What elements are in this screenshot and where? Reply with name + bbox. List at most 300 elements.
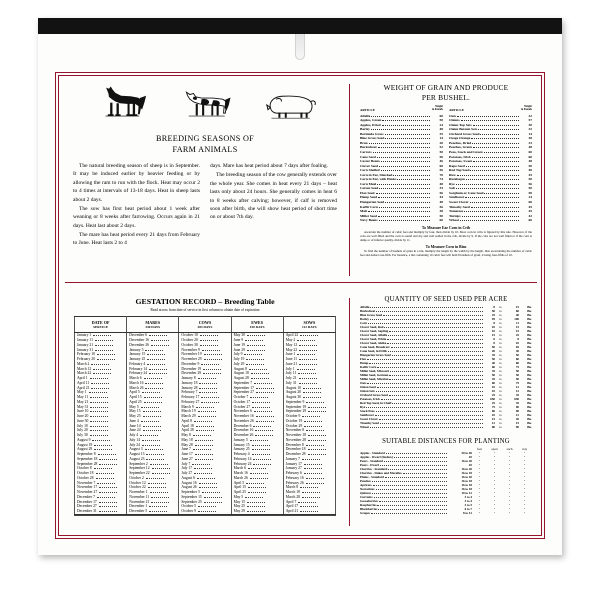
planting-tick: "	[508, 487, 511, 491]
weight-article: Timothy Seed	[449, 204, 470, 209]
gestation-cell: November 26	[231, 419, 283, 424]
leader-dots	[376, 411, 483, 412]
planting-tick: "	[508, 499, 511, 503]
gestation-cell: May 15	[127, 409, 179, 414]
seed-min: 35	[491, 377, 495, 381]
breeding-seasons-section	[63, 80, 347, 278]
weight-article: Rutabagas	[449, 177, 465, 182]
gestation-cell: July 30	[75, 433, 127, 438]
gestation-cell: July 29	[231, 362, 283, 367]
leader-dots	[378, 509, 447, 510]
leader-dots	[382, 120, 430, 121]
seed-name: Orchard Grass Seed	[360, 393, 388, 397]
gestation-cell: May 28	[179, 443, 231, 448]
weight-pounds: 48	[439, 181, 443, 186]
weight-pounds: 52	[439, 145, 443, 150]
seed-unit: Bu.	[527, 349, 532, 353]
weight-article: Potatoes, Irish	[449, 154, 471, 159]
weight-article: Corn Shelled	[360, 168, 380, 173]
planting-distance: 3 to 4	[464, 495, 472, 499]
weight-pounds: 60	[528, 154, 532, 159]
seed-unit: Bu.	[527, 305, 532, 309]
seed-name: Hemp	[360, 361, 369, 365]
gestation-cell: October 29	[283, 424, 335, 429]
leader-dots	[460, 220, 519, 221]
planting-tick: "	[478, 495, 481, 499]
seed-name: Kaffir Corn	[360, 365, 377, 369]
seed-to-label: to	[499, 413, 502, 417]
gestation-column-header: COWS 283 DAYS	[179, 317, 231, 333]
seed-unit: Bu.	[527, 309, 532, 313]
gestation-cell: November 28	[283, 438, 335, 443]
planting-tick: "	[478, 455, 481, 459]
seed-to-label: to	[499, 405, 502, 409]
binding-strip	[38, 18, 562, 34]
planting-tick: "	[493, 471, 496, 475]
seed-unit: Bu.	[527, 389, 532, 393]
weight-article: Turnips	[449, 213, 461, 218]
gestation-cell: March 22	[75, 371, 127, 376]
weight-article: Malt	[360, 209, 368, 214]
weight-pounds: 48	[439, 199, 443, 204]
gestation-cell: December 1	[127, 504, 179, 509]
leader-dots	[383, 315, 483, 316]
planting-crop: Cherries - Standard	[360, 467, 388, 471]
leader-dots	[384, 327, 483, 328]
seed-max: 50	[515, 369, 519, 373]
planting-tick: "	[478, 503, 481, 507]
planting-tick: "	[523, 483, 526, 487]
seed-max: 50	[515, 373, 519, 377]
planting-distance: 6 to 7	[464, 507, 472, 511]
weight-pounds: 74	[439, 177, 443, 182]
leader-dots	[465, 197, 519, 198]
gestation-cell: January 15	[231, 443, 283, 448]
gestation-record-section	[63, 292, 347, 534]
planting-tick: "	[493, 487, 496, 491]
weight-article: Corn in Ear, Shucked	[360, 172, 393, 177]
leader-dots	[375, 415, 483, 416]
seed-name: Alfalfa	[360, 305, 370, 309]
gestation-cell: May 25	[127, 414, 179, 419]
seed-unit: Bu.	[527, 341, 532, 345]
gestation-cell: June 10	[75, 409, 127, 414]
page-border	[55, 72, 545, 539]
planting-tick: "	[523, 491, 526, 495]
gestation-cell: July 24	[127, 443, 179, 448]
seed-min: 10	[491, 389, 495, 393]
leader-dots	[369, 363, 483, 364]
gestation-cell: February 14	[231, 457, 283, 462]
seed-name: Wheat	[360, 425, 370, 429]
seed-to-label: to	[499, 321, 502, 325]
gestation-cell: July 19	[231, 357, 283, 362]
planting-tick: "	[478, 511, 481, 515]
seed-unit: Bu.	[527, 333, 532, 337]
gestation-cell: August 28	[231, 376, 283, 381]
weight-article: Blue Grass Seed	[360, 136, 385, 141]
gestation-cell: April 5	[231, 481, 283, 486]
leader-dots	[473, 125, 519, 126]
seed-min: 25	[491, 401, 495, 405]
leader-dots	[366, 407, 483, 408]
planting-distance: 16 to 18	[461, 479, 472, 483]
planting-tick: "	[508, 459, 511, 463]
gestation-cell: April 28	[179, 428, 231, 433]
seed-unit: Bu.	[527, 361, 532, 365]
gestation-cell: January 7	[283, 457, 335, 462]
leader-dots	[371, 116, 430, 117]
gestation-cell: October 18	[75, 471, 127, 476]
seed-to-label: to	[499, 385, 502, 389]
planting-tick: "	[523, 451, 526, 455]
leader-dots	[390, 371, 483, 372]
weight-column-right	[449, 106, 532, 223]
gestation-cell: August 6	[179, 476, 231, 481]
seed-name: Cane Seed, in Drills	[360, 349, 387, 353]
gestation-cell: December 7	[75, 495, 127, 500]
seed-unit: Bu.	[527, 417, 532, 421]
weight-article: Apples, Dried	[360, 122, 381, 127]
seed-name: Hungarian Grass Seed	[360, 353, 391, 357]
gestation-cell: October 20	[179, 338, 231, 343]
animal-illustrations	[63, 80, 347, 126]
planting-tick: "	[478, 479, 481, 483]
weight-article: Onions	[449, 118, 460, 123]
weight-pounds: 48	[439, 127, 443, 132]
seed-name: Clover Seed, Alfalfa	[360, 333, 388, 337]
weight-article: Rye	[449, 181, 455, 186]
leader-dots	[370, 319, 483, 320]
seed-min: 25	[491, 313, 495, 317]
gestation-cell: January 25	[127, 357, 179, 362]
planting-tick: "	[478, 491, 481, 495]
seed-to-label: to	[499, 313, 502, 317]
seed-min: 50	[491, 345, 495, 349]
gestation-cell: February 14	[127, 367, 179, 372]
weight-pounds: 50	[439, 154, 443, 159]
gestation-cell: August 23	[127, 457, 179, 462]
seed-to-label: to	[499, 361, 502, 365]
gestation-cell: November 19	[179, 352, 231, 357]
seed-unit: Bu.	[527, 397, 532, 401]
gestation-cell: February 17	[179, 395, 231, 400]
planting-distance: 16 to 18	[461, 471, 472, 475]
gestation-cell: May 11	[75, 395, 127, 400]
gestation-cell: October 2	[127, 476, 179, 481]
weight-pounds: 32	[528, 127, 532, 132]
weight-row	[360, 218, 443, 223]
breeding-paragraph: The natural breeding season of sheep is in September. It may be induced earlier by heavier feeding or by allowing the ram to run with the flock. Heat may occur 2 to 4 times at intervals of 13-18 days. Heat in sheep lasts about 2 days.	[73, 163, 200, 203]
weight-article: Barley	[360, 127, 370, 132]
seed-max: 40	[515, 313, 519, 317]
planting-crop: Apples - Standard	[360, 451, 385, 455]
weight-of-grain-section	[355, 80, 537, 278]
gestation-cell: April 25	[127, 400, 179, 405]
gestation-cell: October 8	[75, 466, 127, 471]
leader-dots	[377, 157, 430, 158]
gestation-cell: May 8	[179, 433, 231, 438]
seed-max: 650	[514, 397, 519, 401]
seed-to-label: to	[499, 417, 502, 421]
gestation-cell: March 26	[127, 386, 179, 391]
seed-max: 60	[515, 309, 519, 313]
leader-dots	[370, 427, 483, 428]
seed-min: 50	[491, 357, 495, 361]
planting-tick: "	[493, 499, 496, 503]
leader-dots	[379, 207, 430, 208]
leader-dots	[380, 423, 483, 424]
seed-min: 10	[491, 413, 495, 417]
weight-article: Carrots	[360, 149, 372, 154]
seed-name: Stock Peas	[360, 409, 375, 413]
horse-engraving-icon	[91, 84, 149, 126]
seed-min: 20	[491, 349, 495, 353]
gestation-row	[75, 509, 336, 514]
seed-max: 60	[515, 361, 519, 365]
planting-tick: "	[493, 507, 496, 511]
weight-article: Peaches, Green	[449, 145, 472, 150]
seed-unit: Bu.	[527, 321, 532, 325]
leader-dots	[377, 184, 430, 185]
gestation-cell: June 30	[75, 419, 127, 424]
breeding-paragraph: The sow has first heat period about 1 week after weaning or 8 weeks after farrowing. Occurs again in 21 days. Heat last about 2 days.	[73, 205, 200, 229]
weight-pounds: 24	[528, 195, 532, 200]
gestation-cell: December 31	[75, 509, 127, 514]
gestation-cell: April 15	[231, 485, 283, 490]
leader-dots	[466, 179, 519, 180]
gestation-column-header: MARES 340 DAYS	[127, 317, 179, 333]
planting-tick: "	[493, 451, 496, 455]
breeding-paragraph: days. Mare has heat period about 7 days after foaling.	[210, 163, 329, 170]
weight-column-header: ARTICLE Weight in Pounds	[360, 104, 443, 112]
leader-dots	[382, 125, 430, 126]
weight-article: Sunflower	[449, 195, 465, 200]
gestation-cell: April 17	[283, 504, 335, 509]
seed-min: 10	[491, 325, 495, 329]
seed-max: 75	[515, 365, 519, 369]
weight-pounds: 60	[528, 149, 532, 154]
weight-article: Wheat	[449, 218, 459, 223]
gestation-cell: August 19	[75, 443, 127, 448]
gestation-cell: January 28	[179, 386, 231, 391]
seed-name: Sunflower	[360, 413, 374, 417]
gestation-cell: December 8	[283, 443, 335, 448]
seed-to-label: to	[499, 357, 502, 361]
leader-dots	[471, 138, 519, 139]
seed-min: 50	[491, 373, 495, 377]
planting-tick: "	[493, 479, 496, 483]
seed-min: 15	[491, 333, 495, 337]
gestation-cell: September 28	[75, 462, 127, 467]
seed-min: 8	[493, 321, 495, 325]
gestation-cell: November 1	[127, 490, 179, 495]
gestation-cell: June 27	[179, 457, 231, 462]
planting-tick: "	[523, 479, 526, 483]
gestation-cell: April 7	[283, 500, 335, 505]
planting-tick: "	[508, 491, 511, 495]
planting-crop: Pears - Standard	[360, 459, 384, 463]
seed-unit: Bu.	[527, 401, 532, 405]
weight-pounds: 50	[528, 177, 532, 182]
weight-pounds: 35	[439, 131, 443, 136]
planting-distance: 10 to 12	[461, 491, 472, 495]
leader-dots	[374, 497, 447, 498]
planting-tick: "	[478, 475, 481, 479]
leader-dots	[379, 419, 483, 420]
gestation-cell: November 18	[283, 433, 335, 438]
seed-min: 60	[491, 409, 495, 413]
planting-tick: "	[523, 467, 526, 471]
gestation-cell: January 18	[179, 381, 231, 386]
gestation-cell: May 30	[231, 333, 283, 338]
seed-max: 15	[515, 305, 519, 309]
leader-dots	[379, 220, 430, 221]
leader-dots	[386, 453, 447, 454]
leader-dots	[370, 307, 483, 308]
gestation-subtitle: Read across from date of service in first column to obtain date of expiration	[150, 308, 260, 312]
seed-name: Potatoes, Irish	[360, 397, 380, 401]
seed-max: 90	[515, 425, 519, 429]
planting-tick: "	[493, 467, 496, 471]
gestation-cell: February 6	[283, 471, 335, 476]
gestation-cell: September 29	[283, 409, 335, 414]
planting-distance: 10	[468, 455, 472, 459]
gestation-cell: January 17	[283, 462, 335, 467]
planting-distance: 16 to 18	[461, 483, 472, 487]
gestation-cell: May 5	[231, 495, 283, 500]
leader-dots	[373, 152, 430, 153]
leader-dots	[385, 134, 430, 135]
leader-dots	[484, 193, 519, 194]
gestation-cell: April 1	[75, 376, 127, 381]
gestation-cell: March 26	[231, 476, 283, 481]
planting-tick: "	[508, 503, 511, 507]
gestation-cell: November 16	[231, 414, 283, 419]
seed-min: 60	[491, 365, 495, 369]
gestation-cell: March 9	[179, 405, 231, 410]
seed-min: 10	[491, 329, 495, 333]
weight-article: Flax Seed	[360, 190, 375, 195]
seed-unit: Bu.	[527, 313, 532, 317]
weight-article: Osage Orange	[449, 136, 471, 141]
leader-dots	[368, 211, 430, 212]
gestation-cell: June 29	[231, 348, 283, 353]
gestation-cell: November 21	[127, 500, 179, 505]
gestation-cell: August 30	[283, 395, 335, 400]
gestation-cell: September 8	[75, 452, 127, 457]
gestation-cell: January 27	[283, 466, 335, 471]
gestation-cell: October 19	[283, 419, 335, 424]
weight-pounds: 46	[439, 159, 443, 164]
gestation-cell: September 12	[127, 466, 179, 471]
leader-dots	[371, 129, 430, 130]
weight-article: Corn in Ear, with Husks	[360, 177, 397, 182]
seed-name: Timothy Seed	[360, 421, 379, 425]
seed-to-label: to	[499, 373, 502, 377]
gestation-column-header: DATE OF SERVICE	[75, 317, 127, 333]
leader-dots	[389, 379, 483, 380]
leader-dots	[393, 175, 430, 176]
gestation-cell: December 27	[75, 504, 127, 509]
gestation-cell: January 5	[231, 438, 283, 443]
weight-article: Hemp Seed	[360, 195, 378, 200]
weight-article: Oats	[449, 113, 456, 118]
leader-dots	[480, 134, 519, 135]
gestation-cell: May 12	[283, 343, 335, 348]
gestation-cell: July 4	[127, 433, 179, 438]
gestation-cell: July 1	[283, 367, 335, 372]
gestation-cell: March 6	[127, 376, 179, 381]
planting-title: SUITABLE DISTANCES FOR PLANTING	[382, 438, 510, 445]
planting-distance: 16 to 18	[461, 487, 472, 491]
weight-article: Sweet Clover	[449, 199, 469, 204]
weight-article: Rice	[449, 172, 456, 177]
leader-dots	[392, 355, 483, 356]
seed-to-label: to	[499, 337, 502, 341]
seed-min: 8	[493, 305, 495, 309]
gestation-cell: December 5	[127, 509, 179, 514]
gestation-cell: September 19	[283, 405, 335, 410]
gestation-cell: November 8	[283, 428, 335, 433]
weight-pounds: 50	[439, 149, 443, 154]
weight-article: Peaches, Dried	[449, 140, 472, 145]
leader-dots	[387, 343, 483, 344]
weight-article: Apples, Green	[360, 118, 382, 123]
seed-unit: Bu.	[527, 421, 532, 425]
seed-max: 12	[515, 413, 519, 417]
seed-title: QUANTITY OF SEED USED PER ACRE	[384, 296, 508, 303]
gestation-cell: October 7	[231, 395, 283, 400]
weight-pounds: 14	[528, 131, 532, 136]
gestation-cell: March 12	[75, 367, 127, 372]
measure-ear-corn-body: Ascertain the number of cubic feet and multiply by four, then divide by 10. Most corn in cribs is figured by this rule. However, if the cobs are well filled and the corn is sound and dry and well settled in the crib, divide by 9. If the cobs are not well filled or if the corn is damp or of inferior quality, divide by 11.	[360, 229, 532, 242]
gestation-bottom-rule	[74, 515, 336, 516]
leader-dots	[392, 403, 483, 404]
leader-dots	[466, 166, 519, 167]
weight-column-left	[360, 106, 443, 223]
seed-to-label: to	[499, 341, 502, 345]
gestation-cell: July 20	[75, 428, 127, 433]
planting-distance: 30 to 40	[461, 451, 472, 455]
planting-tick: "	[523, 507, 526, 511]
gestation-cell: July 21	[283, 376, 335, 381]
seed-unit: Bu.	[527, 405, 532, 409]
gestation-cell: December 9	[179, 362, 231, 367]
gestation-cell: November 9	[179, 348, 231, 353]
seed-max: 100	[514, 317, 519, 321]
planting-tick: "	[508, 495, 511, 499]
seed-unit: Bu.	[527, 365, 532, 369]
gestation-cell: February 16	[283, 476, 335, 481]
planting-unit-label: feet	[477, 447, 482, 451]
seed-to-label: to	[499, 345, 502, 349]
planting-tick: "	[493, 511, 496, 515]
leader-dots	[473, 147, 519, 148]
leader-dots	[403, 473, 447, 474]
weight-article: Castor Beans	[360, 159, 380, 164]
leader-dots	[470, 170, 519, 171]
planting-tick: "	[523, 511, 526, 515]
gestation-cell: May 21	[75, 400, 127, 405]
gestation-cell: July 14	[127, 438, 179, 443]
gestation-cell: December 16	[231, 428, 283, 433]
gestation-cell: May 25	[231, 504, 283, 509]
weight-pounds: 48	[528, 159, 532, 164]
gestation-cell: July 31	[283, 381, 335, 386]
seed-unit: Bu.	[527, 409, 532, 413]
gestation-cell: January 11	[75, 338, 127, 343]
